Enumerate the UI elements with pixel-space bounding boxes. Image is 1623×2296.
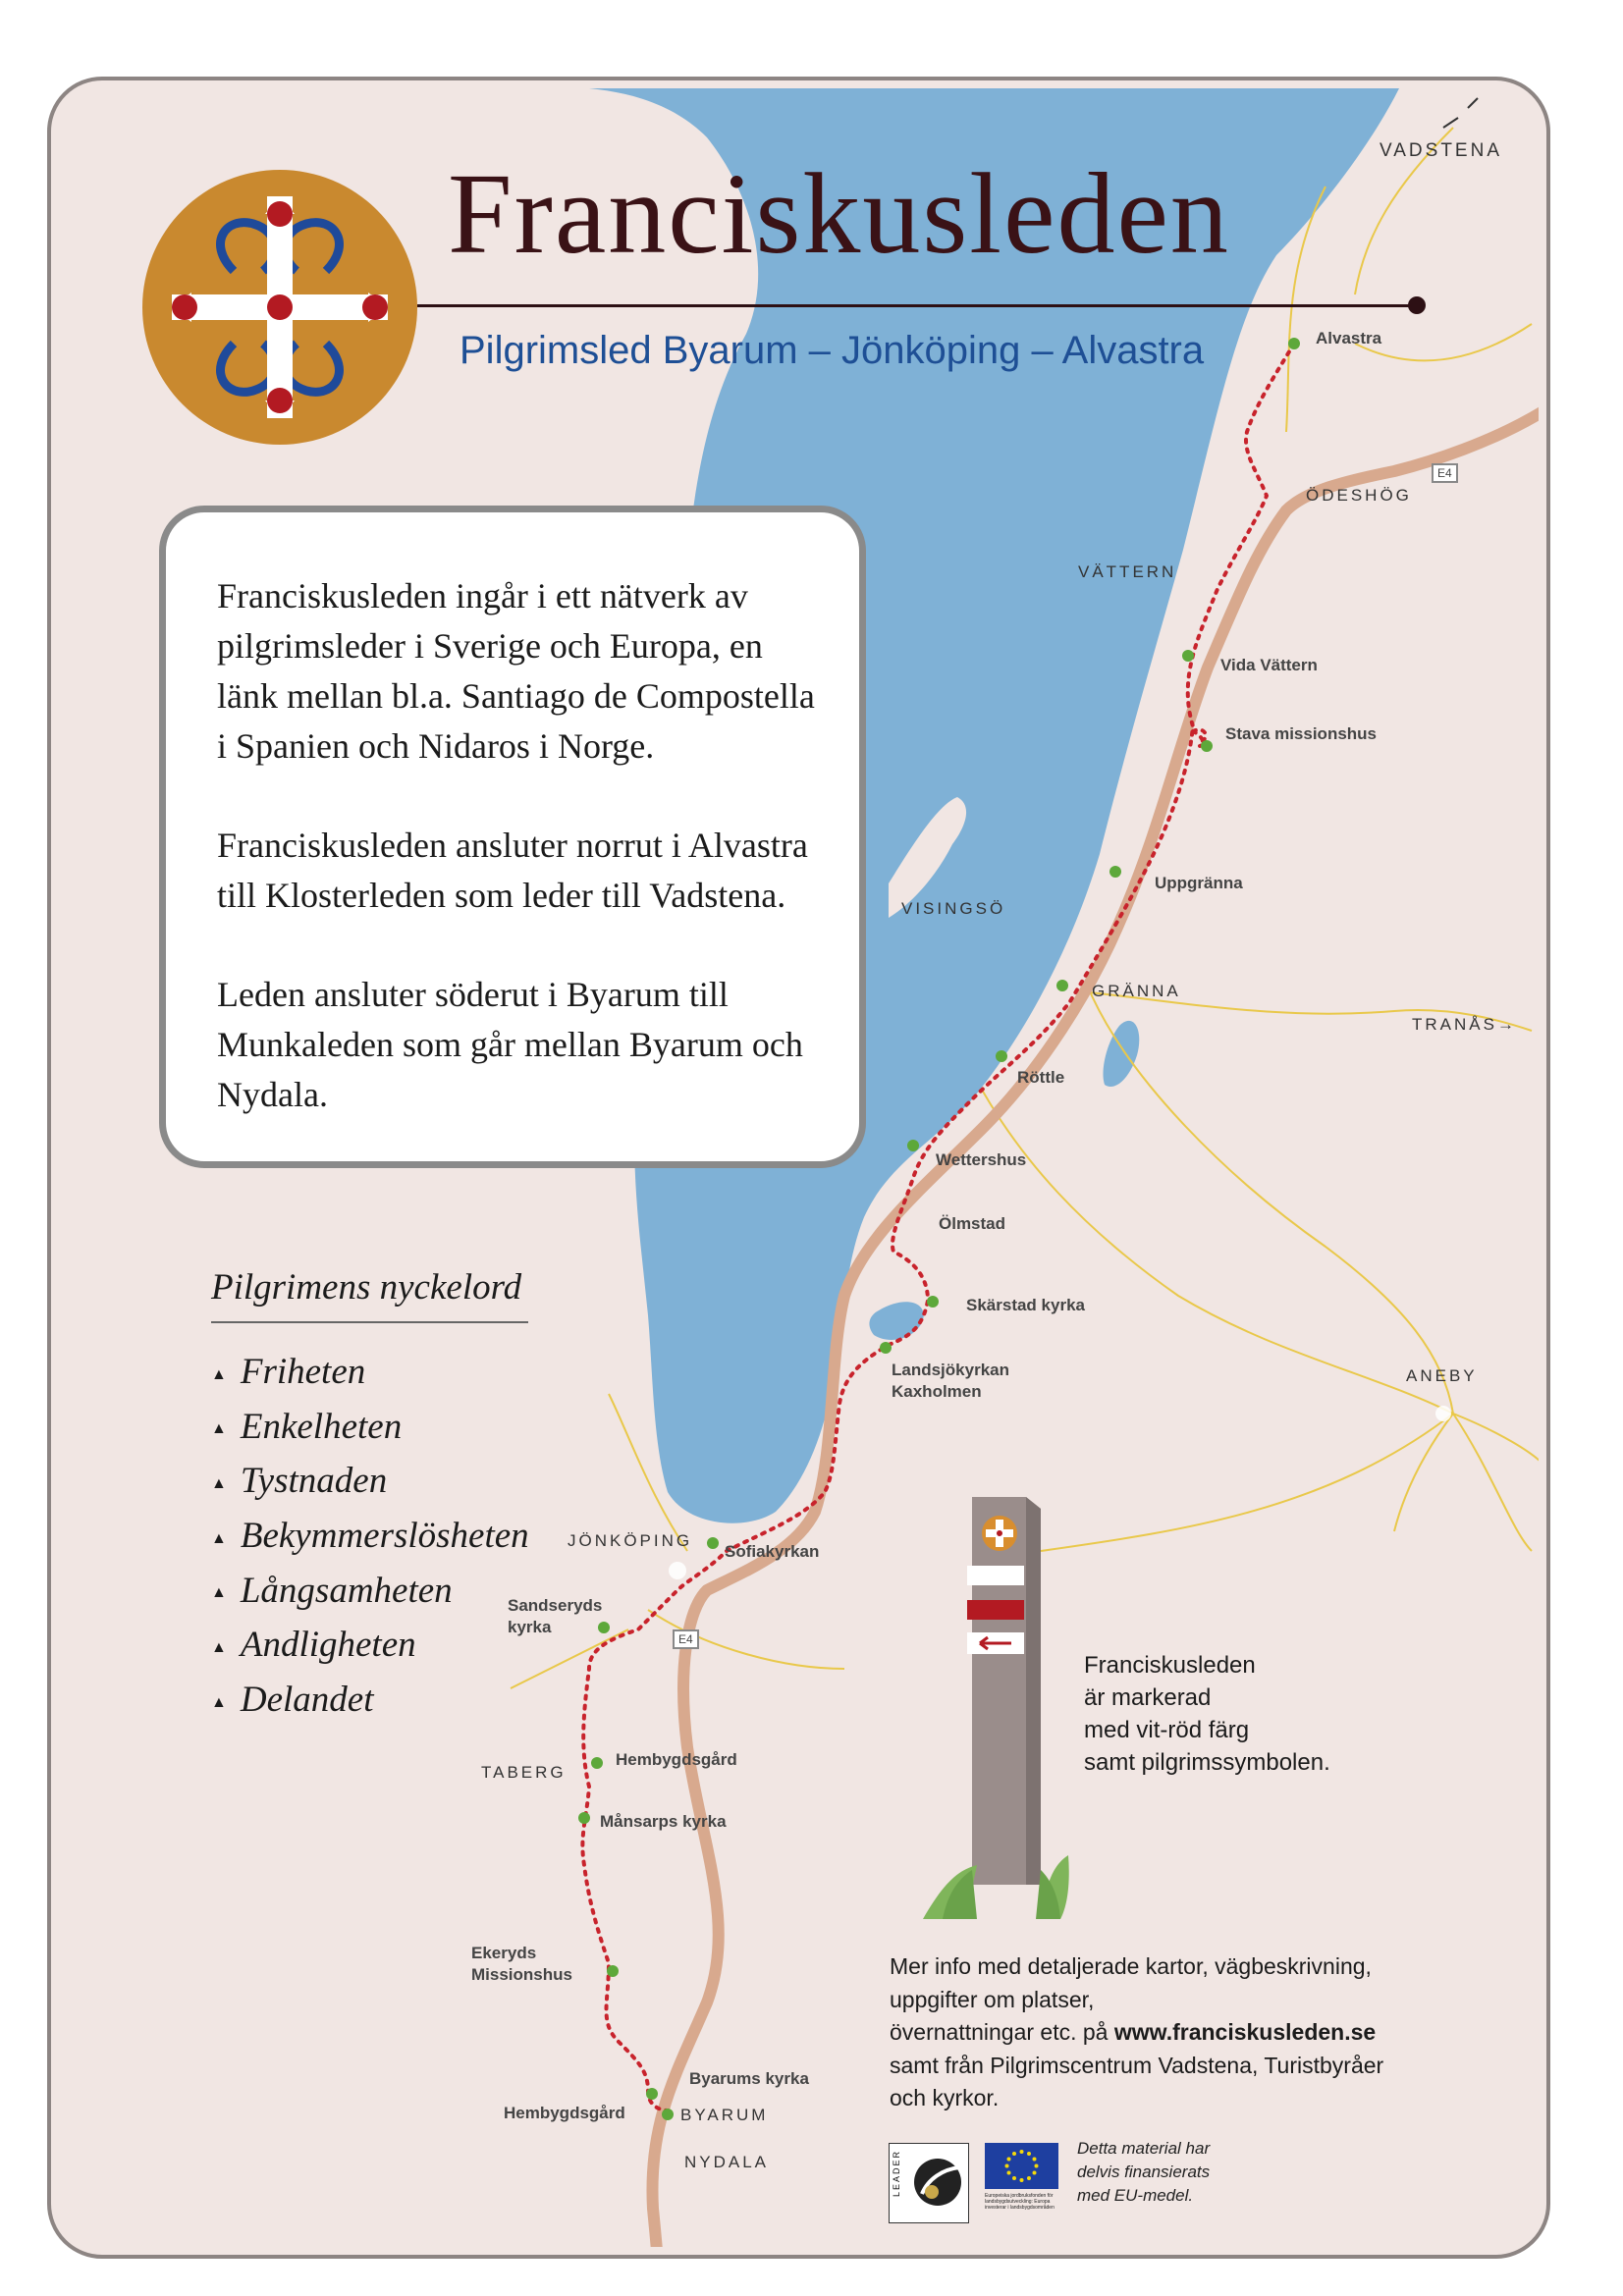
trail-vadstena-connector <box>1443 98 1478 128</box>
info-paragraph: Franciskusleden ansluter norrut i Alvastra till Klosterleden som leder till Vadstena. <box>217 826 808 915</box>
town-label-odeshog: ÖDESHÖG <box>1306 486 1412 505</box>
stop-hembygdsgard-taberg <box>591 1757 603 1769</box>
town-label-jonkoping: JÖNKÖPING <box>568 1531 693 1550</box>
stop-label-sofiakyrkan: Sofiakyrkan <box>725 1542 820 1561</box>
title-rule <box>417 304 1417 307</box>
lake-label-vattern: VÄTTERN <box>1078 562 1177 581</box>
stop-label-stava: Stava missionshus <box>1225 724 1378 743</box>
page-title: Franciskusleden <box>448 149 1230 278</box>
stop-vida-vattern <box>1182 650 1194 662</box>
keywords-rule <box>211 1321 528 1323</box>
stop-landsjo <box>880 1342 892 1354</box>
keyword-item: ▲ Långsamheten <box>211 1570 453 1611</box>
stop-label-sandseryd: Sandseryds <box>508 1596 603 1615</box>
stop-label-byarums-kyrka: Byarums kyrka <box>689 2069 809 2088</box>
info-paragraph: Franciskusleden ingår i ett nätverk av pilgrimsleder i Sverige och Europa, en länk mellan bl.a. Santiago de Compostella i Spanien och Nidaros i Norge. <box>217 576 815 766</box>
stop-label-olmstad: Ölmstad <box>939 1214 1006 1233</box>
town-label-nydala: NYDALA <box>684 2153 770 2171</box>
stop-sofiakyrkan <box>707 1537 719 1549</box>
bullet-icon: ▲ <box>211 1475 227 1493</box>
lake-small-1 <box>1103 1021 1139 1087</box>
eu-caption: Europeiska jordbruksfonden för landsbygdsutveckling: Europa investerar i landsbygdsområden <box>985 2193 1055 2211</box>
stop-label-uppgranna: Uppgränna <box>1155 874 1243 892</box>
town-label-tranas: TRANÅS→ <box>1412 1015 1517 1034</box>
stop-stava <box>1201 740 1213 752</box>
website-link[interactable]: www.franciskusleden.se <box>1113 2019 1377 2045</box>
stop-label-vida-vattern: Vida Vättern <box>1220 656 1318 674</box>
stop-label-rottle: Röttle <box>1017 1068 1065 1087</box>
stop-label-hembygdsgard-taberg: Hembygdsgård <box>616 1750 737 1769</box>
keyword-item: ▲ Enkelheten <box>211 1406 403 1447</box>
stop-byarums-kyrka <box>646 2088 658 2100</box>
stop-label-alvastra: Alvastra <box>1316 329 1382 347</box>
stop-label-landsjokyrkan: Landsjökyrkan <box>892 1361 1009 1379</box>
title-rule-dot <box>1408 296 1426 314</box>
eu-flag <box>985 2143 1058 2189</box>
stop-label-hembygdsgard-byarum: Hembygdsgård <box>504 2104 625 2122</box>
stop-uppgranna <box>1109 866 1121 878</box>
keywords-list <box>211 1345 529 1728</box>
town-label-granna: GRÄNNA <box>1092 982 1181 1000</box>
info-box <box>159 506 866 1168</box>
info-paragraph: Leden ansluter söderut i Byarum till Munkaleden som går mellan Byarum och Nydala. <box>217 975 803 1114</box>
signpost-caption: Franciskusleden är markerad med vit-röd färg samt pilgrimssymbolen. <box>1084 1652 1330 1776</box>
stop-alvastra <box>1288 338 1300 349</box>
bullet-icon: ▲ <box>211 1639 227 1657</box>
leader-logo-mark <box>908 2150 967 2215</box>
eu-funding-text: Detta material har delvis finansierats med EU-medel. <box>1077 2139 1211 2205</box>
lake-small-2 <box>869 1302 923 1340</box>
island-label-visingso: VISINGSÖ <box>901 899 1006 918</box>
bullet-icon: ▲ <box>211 1420 227 1438</box>
keyword-item: ▲ Tystnaden <box>211 1461 388 1502</box>
keyword-item: ▲ Bekymmerslösheten <box>211 1516 529 1557</box>
stop-skarstad <box>927 1296 939 1308</box>
bullet-icon: ▲ <box>211 1365 227 1383</box>
e4-badge: E4 <box>1432 463 1458 483</box>
stop-hembygdsgard-byarum <box>662 2109 674 2120</box>
stop-wettershus <box>907 1140 919 1151</box>
stop-mansarp <box>578 1812 590 1824</box>
stop-label-kaxholmen: Kaxholmen <box>892 1382 982 1401</box>
page-subtitle: Pilgrimsled Byarum – Jönköping – Alvastra <box>460 329 1205 372</box>
stop-label-sandseryd-kyrka: kyrka <box>508 1618 552 1636</box>
stop-label-mansarp: Månsarps kyrka <box>600 1812 727 1831</box>
keyword-item: ▲ Friheten <box>211 1352 366 1392</box>
stop-label-ekeryd-missionshus: Missionshus <box>471 1965 572 1984</box>
leader-logo-label: LEADER <box>892 2150 901 2198</box>
town-label-byarum: BYARUM <box>680 2106 769 2124</box>
stop-label-wettershus: Wettershus <box>936 1150 1027 1169</box>
stop-ekeryd <box>607 1965 619 1977</box>
town-label-vadstena: VADSTENA <box>1380 140 1503 161</box>
stop-granna <box>1056 980 1068 991</box>
more-info-text: Mer info med detaljerade kartor, vägbeskrivning, uppgifter om platser, övernattningar etc. på www.franciskusleden.se samt från Pilgrimscentrum Vadstena, Turistbyråer och kyrkor. <box>890 1953 1384 2110</box>
town-label-aneby: ANEBY <box>1406 1366 1478 1385</box>
pilgrim-logo <box>142 170 417 445</box>
stop-label-ekeryd: Ekeryds <box>471 1944 537 1962</box>
keyword-item: ▲ Delandet <box>211 1680 374 1721</box>
keyword-item: ▲ Andligheten <box>211 1625 416 1666</box>
eu-stars-icon <box>985 2143 1058 2189</box>
pilgrim-signpost <box>923 1497 1069 1919</box>
bullet-icon: ▲ <box>211 1529 227 1547</box>
e4-badge-south: E4 <box>673 1629 699 1649</box>
stop-label-skarstad: Skärstad kyrka <box>966 1296 1085 1314</box>
stop-sandseryd <box>598 1622 610 1633</box>
stop-rottle <box>996 1050 1007 1062</box>
town-label-taberg: TABERG <box>481 1763 567 1782</box>
keywords-title: Pilgrimens nyckelord <box>211 1267 522 1308</box>
bullet-icon: ▲ <box>211 1693 227 1711</box>
bullet-icon: ▲ <box>211 1584 227 1602</box>
